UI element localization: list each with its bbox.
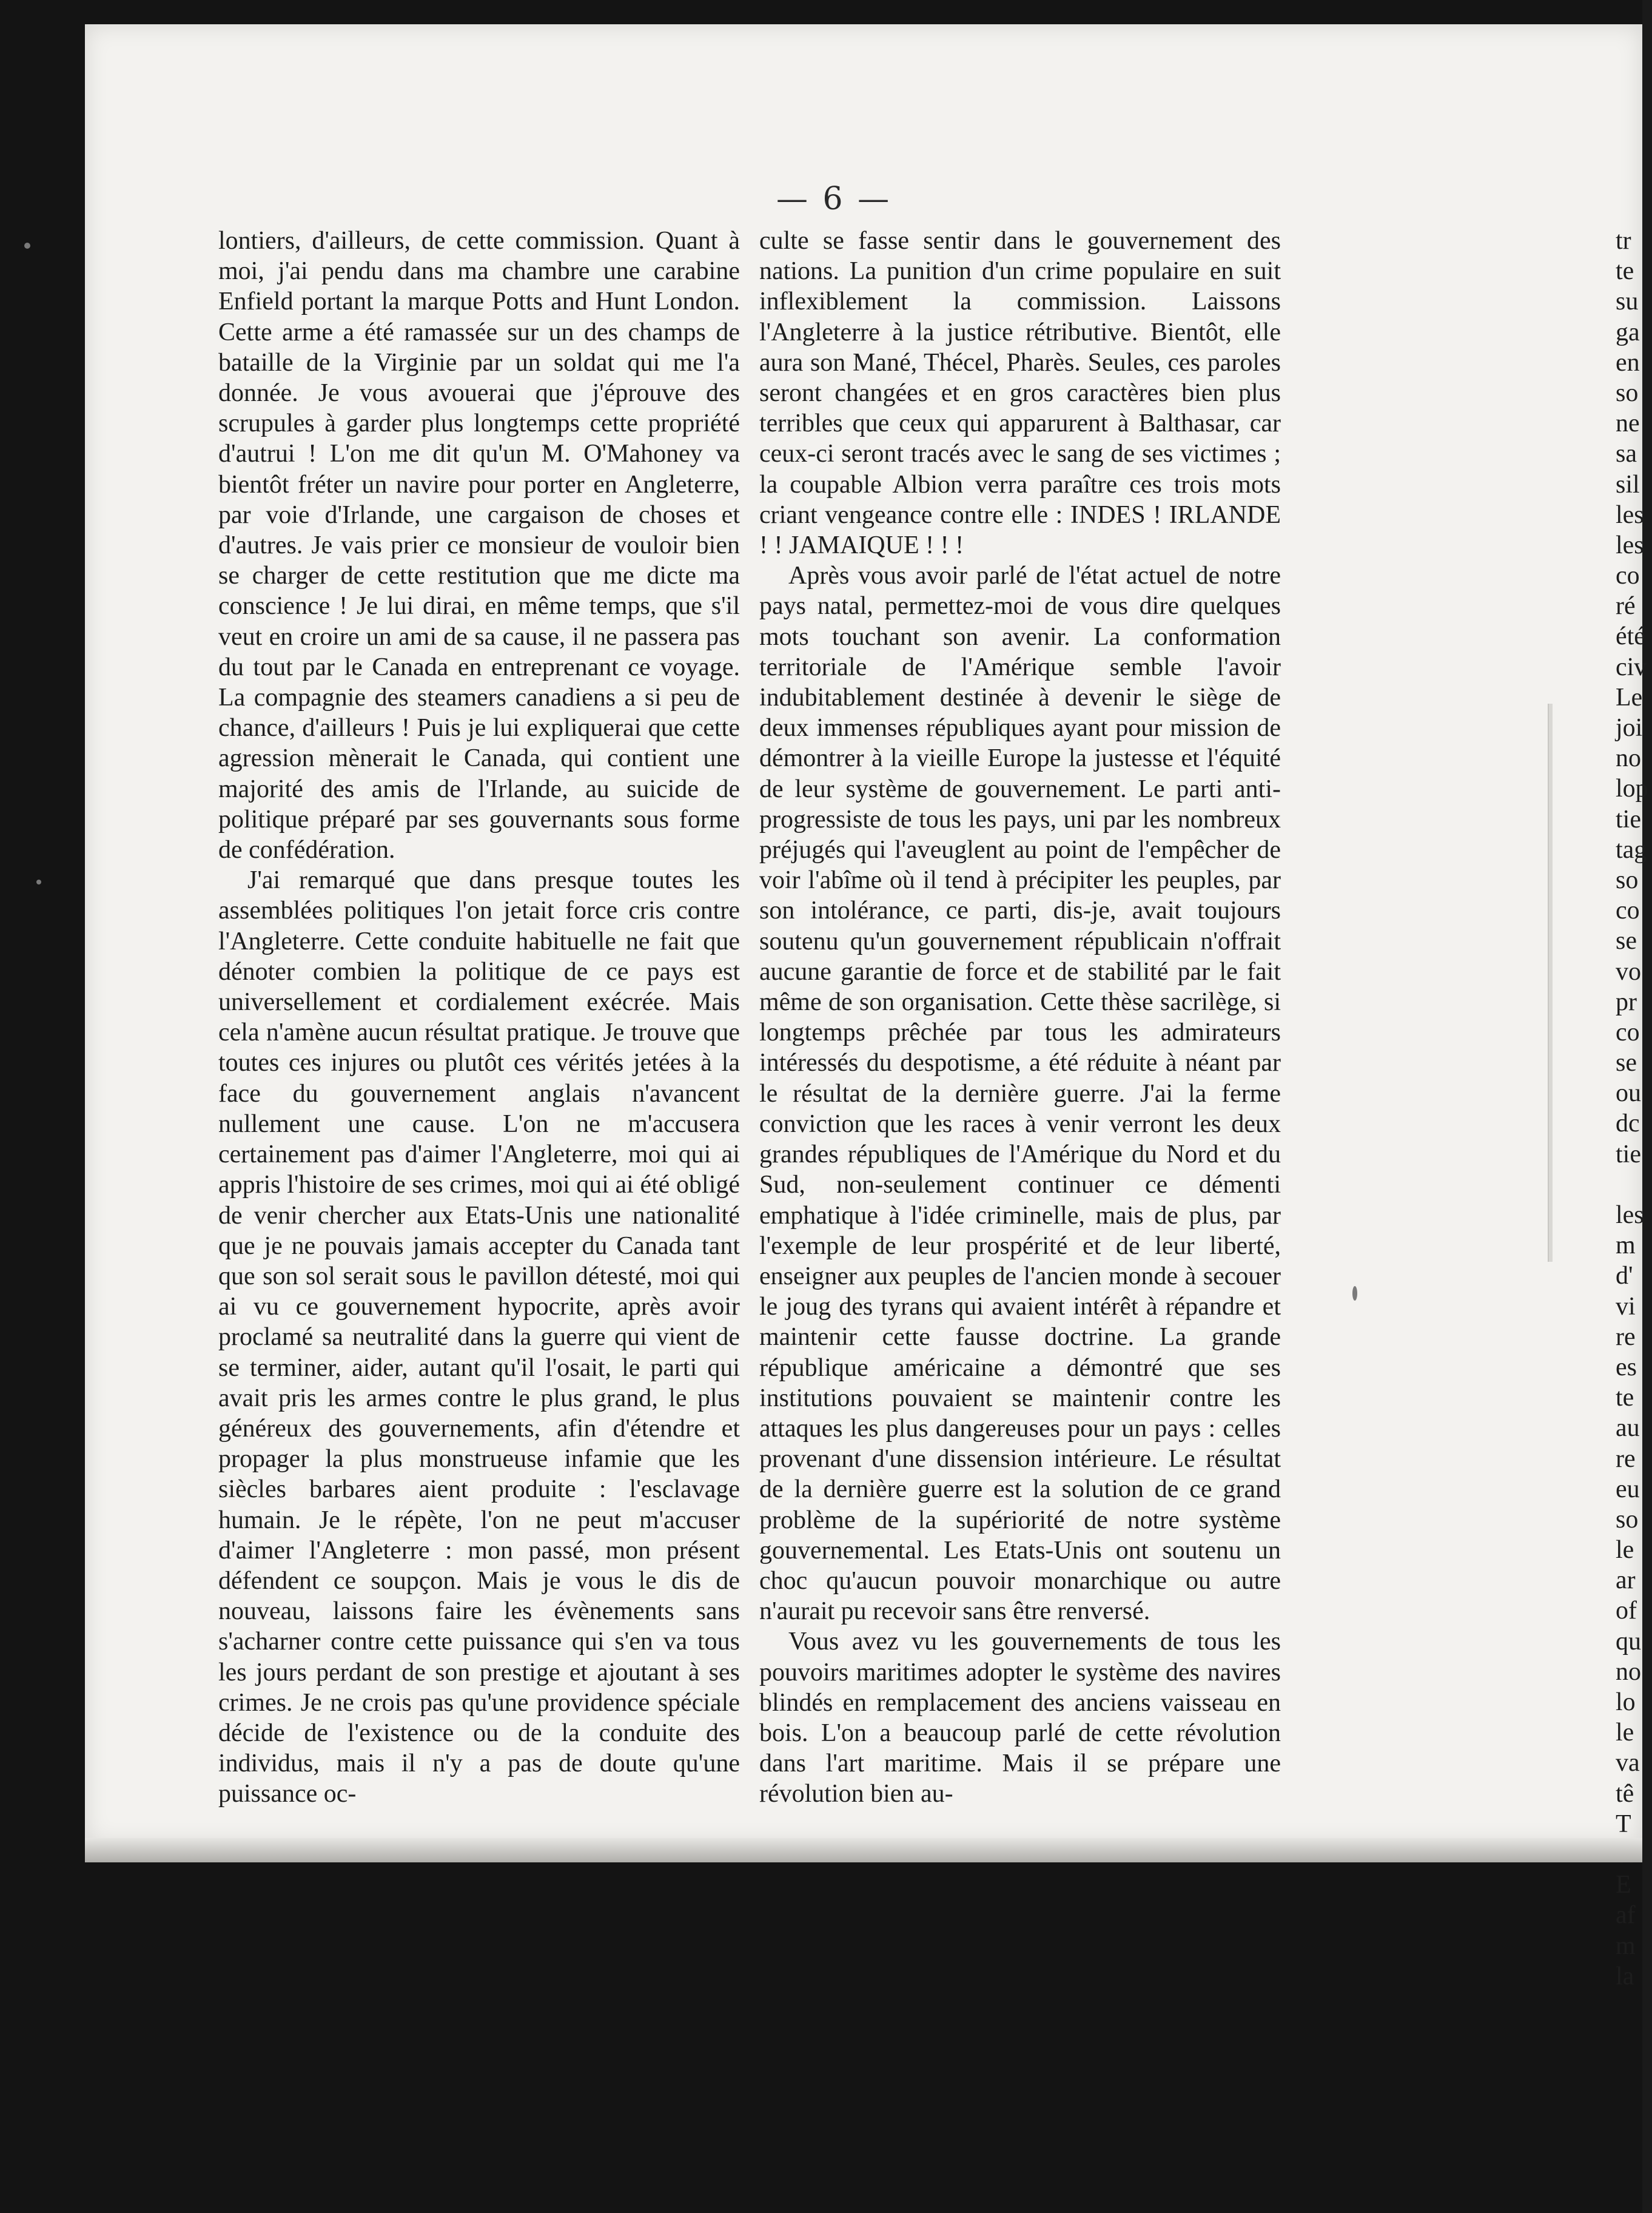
facing-page-fragment: tê (1616, 1779, 1634, 1808)
facing-page-fragment: no (1616, 1657, 1641, 1686)
scan-speck (1352, 1286, 1357, 1301)
facing-page-fragment: of (1616, 1597, 1637, 1625)
facing-page-fragment: su (1616, 288, 1639, 316)
facing-page-fragment: les (1616, 500, 1644, 529)
facing-page-fragment: vi (1616, 1292, 1636, 1321)
facing-page-fragment: va (1616, 1749, 1640, 1777)
facing-page-fragment: E (1616, 1871, 1631, 1899)
facing-page-fragment: no (1616, 744, 1641, 773)
facing-page-fragment: re (1616, 1322, 1636, 1351)
facing-page-fragment: co (1616, 1018, 1640, 1046)
facing-page-fragment: qu (1616, 1627, 1641, 1656)
facing-page-fragments (1616, 226, 1652, 1992)
facing-page-fragment: le (1616, 1719, 1634, 1747)
facing-page-fragment: se (1616, 1049, 1637, 1077)
facing-page-fragment (1616, 1170, 1652, 1200)
facing-page-fragment: en (1616, 348, 1640, 377)
facing-page-fragment: tag (1616, 835, 1647, 864)
facing-page-fragment: les (1616, 1201, 1644, 1229)
facing-page-fragment: so (1616, 866, 1639, 894)
facing-page-fragment: so (1616, 1505, 1639, 1534)
facing-page-fragment: ou (1616, 1079, 1641, 1108)
facing-page-fragment: ré (1616, 592, 1636, 621)
facing-page-fragment: vo (1616, 957, 1641, 986)
facing-page-fragment: es (1616, 1353, 1637, 1381)
facing-page-fragment: m (1616, 1231, 1636, 1260)
facing-page-fragment: so (1616, 379, 1639, 407)
facing-page-fragment: ne (1616, 409, 1640, 438)
right-text-column (759, 226, 1281, 1810)
facing-page-fragment: les (1616, 531, 1644, 559)
facing-page-fragment: co (1616, 897, 1640, 925)
scan-speck (24, 243, 30, 249)
facing-page-fragment: été (1616, 622, 1645, 651)
facing-page-fragment: joi (1616, 714, 1643, 742)
facing-page-fragment: af (1616, 1901, 1636, 1930)
facing-page-fragment: re (1616, 1444, 1636, 1473)
facing-page-fragment: civ (1616, 653, 1647, 681)
binding-edge-line (1548, 704, 1553, 1262)
left-paragraph-2: J'ai remarqué que dans presque toutes les assemblées politiques l'on jetait force cris contre l'Angleterre. Cette conduite habituelle ne fait que dénoter combien la politique de ce pays est universellement et cordialement exécrée. Mais cela n'amène aucun résultat pratique. Je trouve que toutes ces injures ou plutôt ces vérités jetées à la face du gouvernement anglais n'avancent nullement une cause. L'on ne m'accusera certainement pas d'aimer l'Angleterre, moi qui ai appris l'histoire de ses crimes, moi qui ai été obligé de venir chercher aux Etats-Unis une nationalité que je ne pouvais jamais accepter du Canada tant que son sol serait sous le pavillon détesté, moi qui ai vu ce gouvernement hypocrite, après avoir proclamé sa neutralité dans la guerre qui vient de se terminer, aider, autant qu'il l'osait, le parti qui avait pris les armes contre le plus grand, le plus généreux des gouvernements, afin d'étendre et propager la plus monstrueuse infamie que les siècles barbares aient produite : l'esclavage humain. Je le répète, l'on ne peut m'accuser d'aimer l'Angleterre : mon passé, mon présent défendent ce soupçon. Mais je vous le dis de nouveau, laissons faire les évènements sans s'acharner contre cette puissance qui s'en va tous les jours perdant de son prestige et ajoutant à ses crimes. Je ne crois pas qu'une providence spéciale décide de l'existence ou de la conduite des individus, mais il n'y a pas de doute qu'une puissance oc- (218, 866, 740, 1808)
facing-page-fragment: la (1616, 1962, 1634, 1990)
page-number: — 6 — (776, 181, 892, 217)
facing-page-fragment: lo (1616, 1688, 1636, 1716)
facing-page-fragment: au (1616, 1414, 1640, 1443)
facing-page-fragment: le (1616, 1536, 1634, 1565)
facing-page-fragment: te (1616, 257, 1634, 286)
facing-page-fragment: lop (1616, 775, 1648, 803)
facing-page-fragment: ar (1616, 1566, 1636, 1595)
facing-page-fragment: te (1616, 1384, 1634, 1412)
left-text-column (218, 226, 740, 1810)
left-paragraph-1: lontiers, d'ailleurs, de cette commission. Quant à moi, j'ai pendu dans ma chambre une carabine Enfield portant la marque Potts and Hunt London. Cette arme a été ramassée sur un des champs de bataille de la Virginie par un soldat qui me l'a donnée. Je vous avouerai que j'éprouve des scrupules à garder plus longtemps cette propriété d'autrui ! L'on me dit qu'un M. O'Mahoney va bientôt fréter un navire pour porter en Angleterre, par voie d'Irlande, une cargaison de choses et d'autres. Je vais prier ce monsieur de vouloir bien se charger de cette restitution que me dicte ma conscience ! Je lui dirai, en même temps, que s'il veut en croire un ami de sa cause, il ne passera pas du tout par le Canada en entreprenant ce voyage. La compagnie des steamers canadiens a si peu de chance, d'ailleurs ! Puis je lui expliquerai que cette agression mènerait le Canada, qui contient une majorité des amis de l'Irlande, au suicide de politique préparé par ses gouvernants sous forme de confédération. (218, 227, 740, 864)
facing-page-fragment: pr (1616, 988, 1637, 1016)
facing-page-fragment: sa (1616, 440, 1637, 468)
facing-page-fragment: tie (1616, 805, 1641, 834)
right-paragraph-2: Après vous avoir parlé de l'état actuel de notre pays natal, permettez-moi de vous dire quelques mots touchant son avenir. La conformation territoriale de l'Amérique semble l'avoir indubitablement destinée à devenir le siège de deux immenses républiques ayant pour mission de démontrer à la vieille Europe la justesse et l'équité de leur système de gouvernement. Le parti anti-progressiste de tous les pays, uni par les nombreux préjugés qui l'aveuglent au point de l'empêcher de voir l'abîme où il tend à précipiter les peuples, par son intolérance, ce parti, dis-je, avait toujours soutenu qu'un gouvernement républicain n'offrait aucune garantie de force et de stabilité par le fait même de son organisation. Cette thèse sacrilège, si longtemps prêchée par tous les admirateurs intéressés du despotisme, a été réduite à néant par le résultat de la dernière guerre. J'ai la ferme conviction que les races à venir verront les deux grandes républiques de l'Amérique du Nord et du Sud, non-seulement continuer ce démenti emphatique à l'idée criminelle, mais de plus, par l'exemple de leur prospérité et de leur liberté, enseigner aux peuples de l'ancien monde à secouer le joug des tyrans qui avaient intérêt à répandre et maintenir cette fausse doctrine. La grande république américaine a démontré que ses institutions pouvaient se maintenir contre les attaques les plus dangereuses pour un pays : celles provenant d'une dissension intérieure. Le résultat de la dernière guerre est la solution de ce grand problème de la supériorité de notre système gouvernemental. Les Etats-Unis ont soutenu un choc qu'aucun pouvoir monarchique ou autre n'aurait pu recevoir sans être renversé. (759, 562, 1281, 1626)
facing-page-fragment: tr (1616, 227, 1631, 255)
facing-page-fragment: se (1616, 927, 1637, 955)
facing-page-fragment: ga (1616, 318, 1640, 346)
right-paragraph-1: culte se fasse sentir dans le gouvernement des nations. La punition d'un crime populaire en suit inflexiblement la commission. Laissons l'Angleterre à la justice rétributive. Bientôt, elle aura son Mané, Thécel, Pharès. Seules, ces paroles seront changées et en gros caractères bien plus terribles que ceux qui apparurent à Balthasar, car ceux-ci seront tracés avec le sang de ses victimes ; la coupable Albion verra paraître ces trois mots criant vengeance contre elle : INDES ! IRLANDE ! ! JAMAIQUE ! ! ! (759, 227, 1281, 560)
page-bottom-edge (85, 1838, 1642, 1862)
facing-page-fragment: m (1616, 1932, 1636, 1960)
facing-page-fragment: co (1616, 562, 1640, 590)
facing-page-fragment: dc (1616, 1110, 1640, 1138)
facing-page-fragment: tie (1616, 1140, 1641, 1168)
facing-page-fragment: T (1616, 1810, 1631, 1838)
right-paragraph-3: Vous avez vu les gouvernements de tous les pouvoirs maritimes adopter le système des navires blindés en remplacement des anciens vaisseau en bois. L'on a beaucoup parlé de cette révolution dans l'art maritime. Mais il se prépare une révolution bien au- (759, 1628, 1281, 1808)
scan-speck (36, 880, 41, 884)
facing-page-fragment: Le (1616, 683, 1643, 712)
facing-page-fragment: d' (1616, 1262, 1633, 1290)
facing-page-fragment: sil (1616, 470, 1640, 499)
facing-page-fragment: eu (1616, 1475, 1640, 1503)
